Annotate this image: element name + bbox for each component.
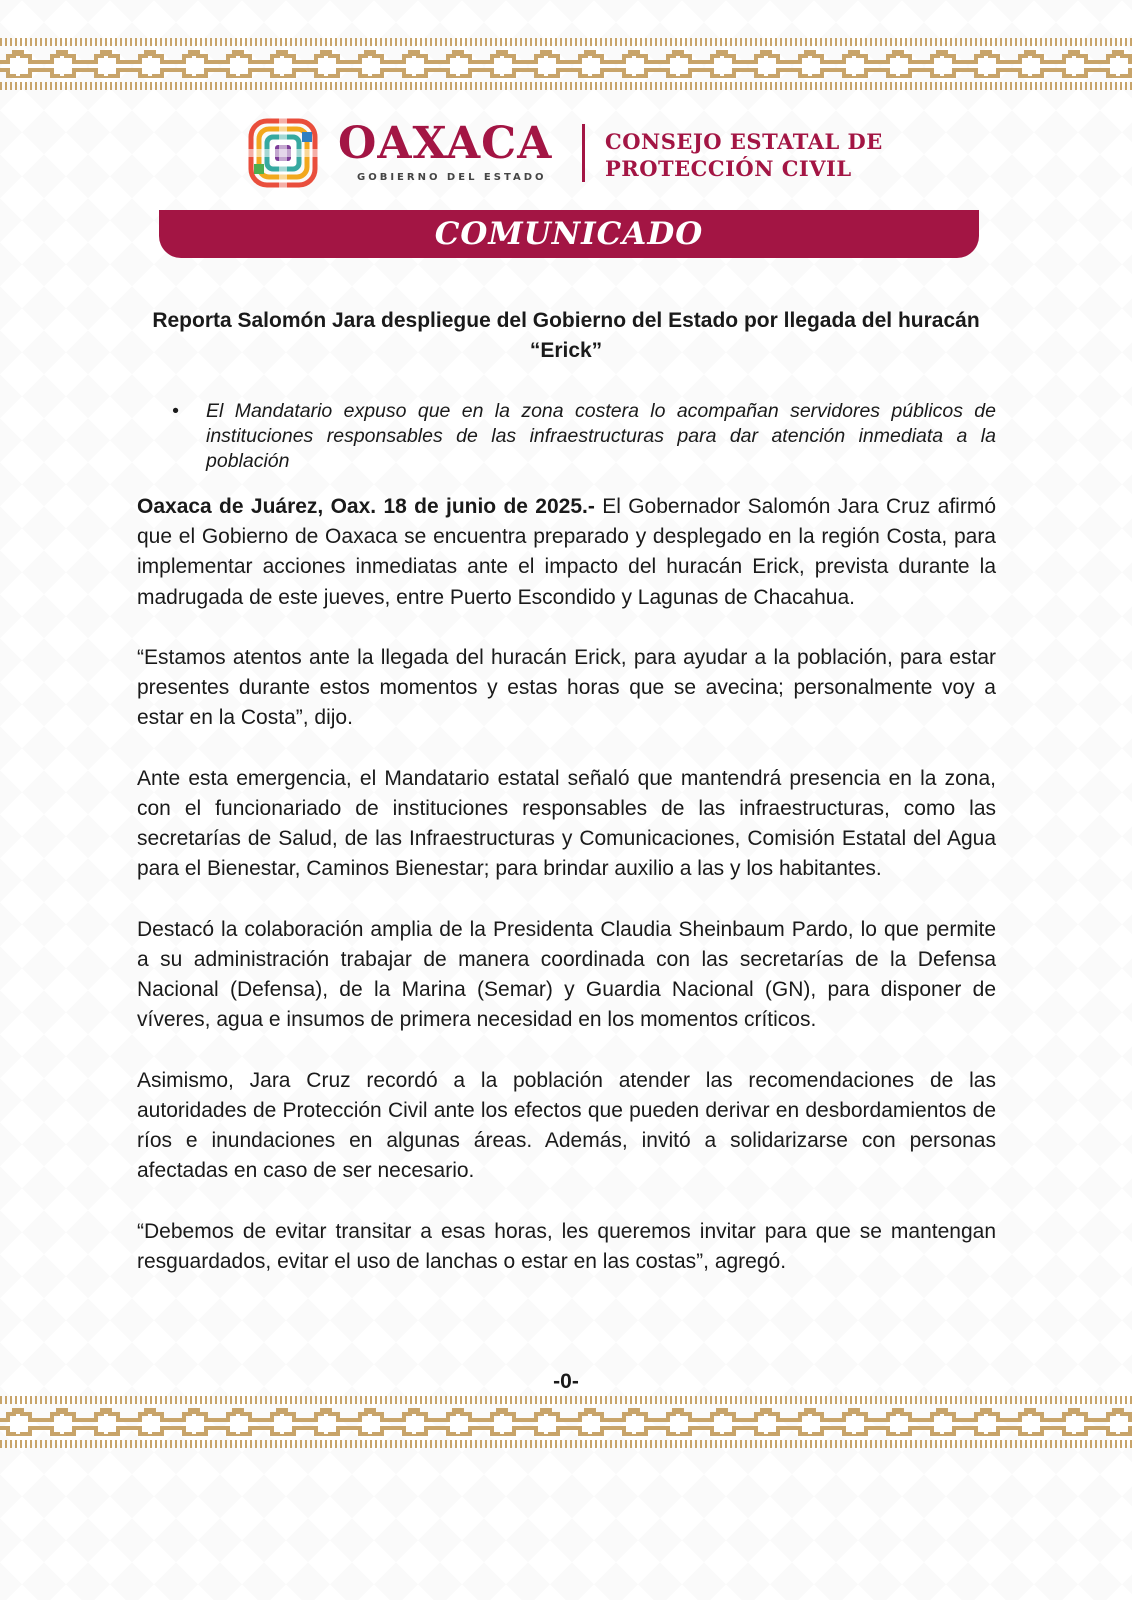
- press-release-title: Reporta Salomón Jara despliegue del Gobierno del Estado por llegada del huracán “Erick”: [152, 309, 980, 362]
- organization-name-line1: CONSEJO ESTATAL DE: [605, 129, 883, 154]
- body-paragraph-5: Asimismo, Jara Cruz recordó a la población atender las recomendaciones de las autoridades de Protección Civil ante los efectos que pueden derivar en desbordamientos de ríos e inundaciones en algunas áreas. Además, invitó a solidarizarse con personas afectadas en caso de ser necesario.: [137, 1068, 996, 1183]
- body-paragraph-1: [137, 492, 996, 613]
- banner-label: COMUNICADO: [434, 216, 704, 252]
- summary-bullet: [172, 399, 996, 474]
- end-mark: -0-: [553, 1370, 579, 1393]
- summary-bullet-text: El Mandatario expuso que en la zona costera lo acompañan servidores públicos de instituciones responsables de las infraestructuras para dar atención inmediata a la población: [206, 400, 996, 472]
- press-release-body: [137, 492, 996, 1277]
- organization-name-line2: PROTECCIÓN CIVIL: [605, 156, 852, 181]
- header-divider: [582, 124, 585, 182]
- letterhead: [0, 116, 1132, 196]
- organization-name: [605, 128, 883, 182]
- comunicado-banner: [159, 210, 979, 258]
- body-paragraph-3: Ante esta emergencia, el Mandatario estatal señaló que mantendrá presencia en la zona, con el funcionariado de instituciones responsables de las infraestructuras, como las secretarías de Salud, de las Infraestructuras y Comunicaciones, Comisión Estatal del Agua para el Bienestar, Caminos Bienestar; para brindar auxilio a las y los habitantes.: [137, 766, 996, 881]
- body-paragraph-1-text: El Gobernador Salomón Jara Cruz afirmó que el Gobierno de Oaxaca se encuentra preparado y desplegado en la región Costa, para implementar acciones inmediatas ante el impacto del huracán Erick, prevista durante la madrugada de este jueves, entre Puerto Escondido y Lagunas de Chacahua.: [137, 495, 997, 609]
- state-logo-wordmark: OAXACA: [338, 118, 553, 169]
- body-paragraph-6: “Debemos de evitar transitar a esas horas, les queremos invitar para que se mantengan resguardados, evitar el uso de lanchas o estar en las costas”, agregó.: [137, 1219, 996, 1273]
- bullet-dot-icon: •: [172, 400, 179, 422]
- state-logo-subtitle: GOBIERNO DEL ESTADO: [357, 172, 547, 183]
- top-decorative-border: [0, 38, 1132, 90]
- bottom-decorative-border: [0, 1396, 1132, 1448]
- body-paragraph-2: “Estamos atentos ante la llegada del huracán Erick, para ayudar a la población, para estar presentes durante estos momentos y estas horas que se avecina; personalmente voy a estar en la Costa”, dijo.: [137, 646, 996, 730]
- dateline: Oaxaca de Juárez, Oax. 18 de junio de 2025.-: [137, 495, 595, 518]
- oaxaca-emblem-icon: [248, 118, 318, 188]
- body-paragraph-4: Destacó la colaboración amplia de la Presidenta Claudia Sheinbaum Pardo, lo que permite a su administración trabajar de manera coordinada con las secretarías de la Defensa Nacional (Defensa), de la Marina (Semar) y Guardia Nacional (GN), para disponer de víveres, agua e insumos de primera necesidad en los momentos críticos.: [137, 917, 996, 1032]
